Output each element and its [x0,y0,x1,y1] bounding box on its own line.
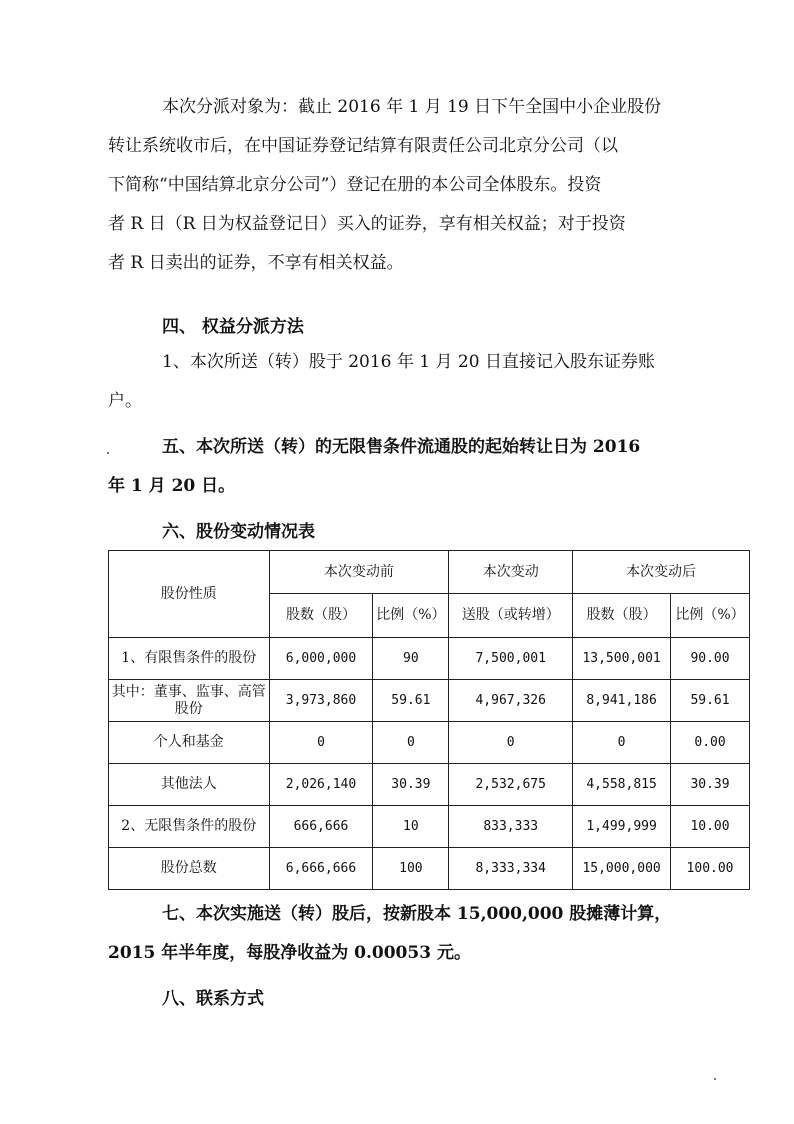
section-6-heading: 六、股份变动情况表 [162,522,315,542]
table-row [109,722,750,764]
subheader-shares-before: 股数（股） [269,594,373,638]
paragraph-line: 年 1 月 20 日。 [108,476,236,496]
table-row [109,680,750,722]
cell-before-shares: 6,666,666 [269,848,373,890]
cell-before-ratio: 100 [373,848,449,890]
cell-before-shares: 6,000,000 [269,638,373,680]
row-label: 2、无限售条件的股份 [109,806,270,848]
scan-speck [714,1078,716,1080]
cell-after-ratio: 10.00 [671,806,750,848]
header-before-change: 本次变动前 [269,551,449,594]
row-label: 其他法人 [109,764,270,806]
table-row [109,806,750,848]
subheader-ratio-after: 比例（%） [671,594,750,638]
section-4-paragraph [108,343,698,421]
paragraph-line: 七、本次实施送（转）股后，按新股本 15,000,000 股摊薄计算， [162,904,672,924]
cell-change: 4,967,326 [449,680,573,722]
paragraph-line: 户。 [108,391,142,411]
row-label: 1、有限售条件的股份 [109,638,270,680]
table-row [109,848,750,890]
header-after-change: 本次变动后 [573,551,750,594]
section-5-paragraph [108,428,698,506]
cell-change: 8,333,334 [449,848,573,890]
paragraph-line: 五、本次所送（转）的无限售条件流通股的起始转让日为 2016 [162,437,641,457]
cell-before-shares: 2,026,140 [269,764,373,806]
subheader-shares-after: 股数（股） [573,594,671,638]
cell-before-ratio: 59.61 [373,680,449,722]
cell-after-shares: 1,499,999 [573,806,671,848]
cell-change: 2,532,675 [449,764,573,806]
cell-before-ratio: 30.39 [373,764,449,806]
cell-after-shares: 8,941,186 [573,680,671,722]
distribution-target-paragraph [108,88,698,283]
cell-after-ratio: 59.61 [671,680,750,722]
table-row [109,638,750,680]
paragraph-line: 者 R 日（R 日为权益登记日）买入的证券，享有相关权益；对于投资 [108,214,626,234]
row-label: 个人和基金 [109,722,270,764]
cell-change: 0 [449,722,573,764]
header-this-change: 本次变动 [449,551,573,594]
cell-after-shares: 4,558,815 [573,764,671,806]
scan-speck [107,452,109,454]
cell-after-ratio: 30.39 [671,764,750,806]
row-label: 其中：董事、监事、高管股份 [109,680,270,722]
cell-change: 833,333 [449,806,573,848]
cell-before-ratio: 0 [373,722,449,764]
paragraph-line: 下简称“中国结算北京分公司”）登记在册的本公司全体股东。投资 [108,175,602,195]
paragraph-line: 者 R 日卖出的证券，不享有相关权益。 [108,253,404,273]
section-7-paragraph [108,895,698,973]
paragraph-line: 转让系统收市后，在中国证券登记结算有限责任公司北京分公司（以 [108,136,618,156]
cell-after-shares: 13,500,001 [573,638,671,680]
cell-change: 7,500,001 [449,638,573,680]
subheader-bonus-shares: 送股（或转增） [449,594,573,638]
paragraph-line: 1、本次所送（转）股于 2016 年 1 月 20 日直接记入股东证券账 [162,352,655,372]
table-row [109,764,750,806]
header-share-nature: 股份性质 [109,551,270,638]
cell-after-ratio: 100.00 [671,848,750,890]
paragraph-line: 2015 年半年度，每股净收益为 0.00053 元。 [108,943,471,963]
row-label: 股份总数 [109,848,270,890]
cell-before-shares: 666,666 [269,806,373,848]
share-change-table [108,550,750,890]
paragraph-line: 本次分派对象为：截止 2016 年 1 月 19 日下午全国中小企业股份 [162,97,662,117]
section-8-heading: 八、联系方式 [162,989,264,1009]
cell-after-shares: 15,000,000 [573,848,671,890]
cell-before-ratio: 90 [373,638,449,680]
cell-after-ratio: 0.00 [671,722,750,764]
cell-after-shares: 0 [573,722,671,764]
cell-before-shares: 3,973,860 [269,680,373,722]
section-4-heading: 四、 权益分派方法 [162,317,304,337]
cell-before-shares: 0 [269,722,373,764]
cell-before-ratio: 10 [373,806,449,848]
subheader-ratio-before: 比例（%） [373,594,449,638]
cell-after-ratio: 90.00 [671,638,750,680]
